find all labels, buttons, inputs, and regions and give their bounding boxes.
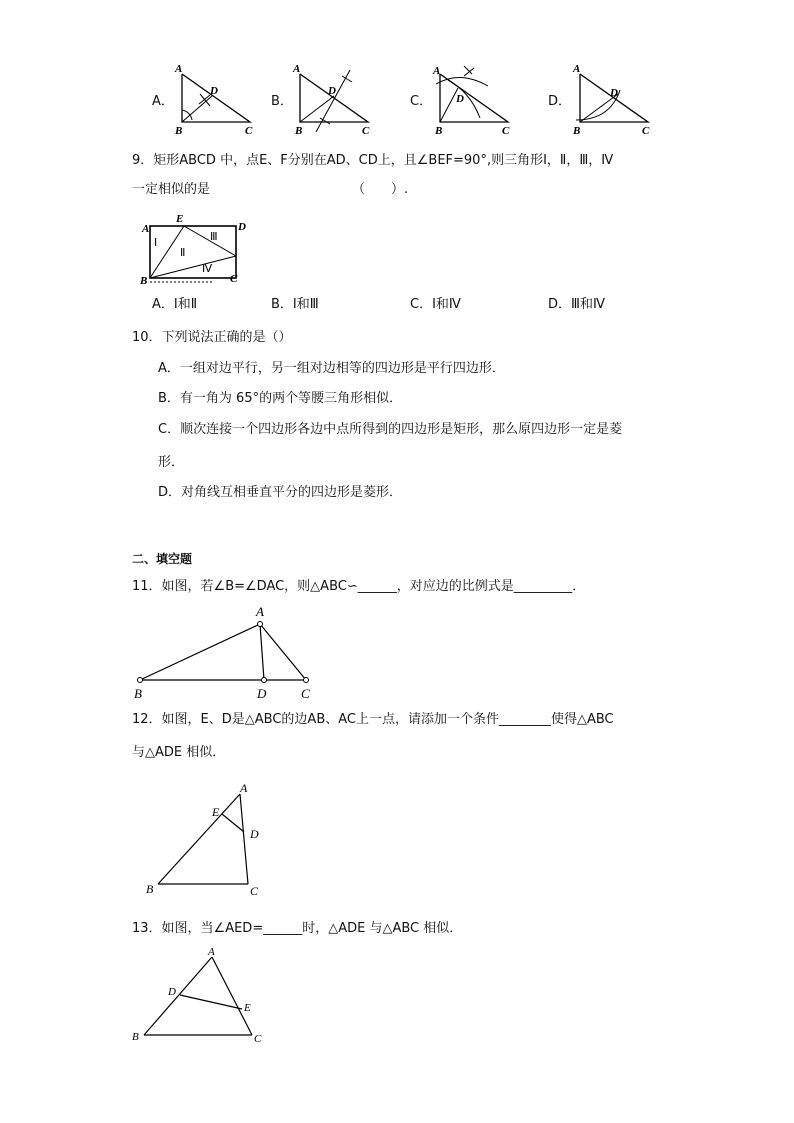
svg-text:D: D — [610, 87, 618, 99]
svg-text:C: C — [642, 125, 650, 137]
svg-text:A: A — [433, 65, 441, 77]
svg-text:B: B — [146, 882, 154, 896]
svg-text:A: A — [208, 946, 215, 958]
svg-text:C: C — [250, 884, 259, 898]
point-a: A — [175, 63, 183, 75]
svg-text:E: E — [176, 213, 184, 225]
svg-text:A: A — [256, 604, 264, 619]
figure-11-triangle — [130, 604, 320, 700]
question-12-line2: 与△ADE 相似． — [132, 745, 226, 760]
svg-text:D: D — [250, 827, 259, 841]
option-b-label: B． — [271, 94, 293, 109]
option-c-label: C． — [410, 94, 433, 109]
point-b: B — [175, 125, 183, 137]
svg-text:A: A — [142, 223, 150, 235]
option-10c-line1: C．顺次连接一个四边形各边中点所得到的四边形是矩形，那么原四边形一定是菱 — [158, 422, 623, 437]
svg-text:Ⅳ: Ⅳ — [202, 263, 213, 275]
figure-8a — [170, 62, 260, 138]
figure-8c — [430, 62, 520, 138]
svg-text:A: A — [573, 63, 581, 75]
option-9d: D．Ⅲ和Ⅳ — [548, 297, 605, 312]
svg-text:Ⅱ: Ⅱ — [180, 247, 186, 259]
svg-text:Ⅰ: Ⅰ — [154, 237, 158, 249]
option-10b: B．有一角为 65°的两个等腰三角形相似． — [158, 391, 403, 406]
svg-text:B: B — [573, 125, 581, 137]
option-a-label: A． — [152, 94, 174, 109]
figure-8d — [570, 62, 660, 138]
svg-text:E: E — [244, 1002, 251, 1014]
option-9c: C．Ⅰ和Ⅳ — [410, 297, 461, 312]
question-9-line1: 9．矩形ABCD 中，点E、F分别在AD、CD上，且∠BEF=90°,则三角形Ⅰ，Ⅱ，Ⅲ，Ⅳ — [132, 153, 614, 168]
question-11-stem: 11．如图，若∠B=∠DAC，则△ABC∽______，对应边的比例式是_________． — [132, 579, 586, 594]
svg-text:D: D — [238, 221, 246, 233]
svg-text:C: C — [362, 125, 370, 137]
option-9a: A．Ⅰ和Ⅱ — [152, 297, 198, 312]
figure-12-triangle — [140, 778, 270, 902]
point-c: C — [245, 125, 253, 137]
option-9b: B．Ⅰ和Ⅲ — [271, 297, 319, 312]
svg-text:A: A — [293, 63, 301, 75]
svg-text:B: B — [435, 125, 443, 137]
option-10a: A．一组对边平行，另一组对边相等的四边形是平行四边形． — [158, 361, 505, 376]
svg-text:C: C — [502, 125, 510, 137]
svg-text:B: B — [295, 125, 303, 137]
question-13-stem: 13．如图，当∠AED=______时，△ADE 与△ABC 相似． — [132, 921, 463, 936]
option-10d: D．对角线互相垂直平分的四边形是菱形． — [158, 485, 403, 500]
figure-8b — [290, 62, 380, 138]
section-heading: 二、填空题 — [132, 552, 193, 566]
question-12-line1: 12．如图，E、D是△ABC的边AB、AC上一点，请添加一个条件________使得△ABC — [132, 712, 614, 727]
question-10-stem: 10．下列说法正确的是（） — [132, 330, 292, 345]
svg-text:D: D — [168, 986, 176, 998]
svg-text:B: B — [140, 275, 148, 287]
svg-text:C: C — [301, 686, 310, 701]
question-9-line2: 一定相似的是 — [132, 182, 211, 197]
svg-text:C: C — [254, 1033, 262, 1045]
svg-text:D: D — [328, 85, 336, 97]
svg-text:B: B — [134, 686, 142, 701]
figure-13-triangle — [130, 945, 270, 1049]
svg-text:E: E — [212, 805, 220, 819]
question-9-paren: （ ）. — [352, 182, 409, 197]
svg-text:A: A — [240, 781, 248, 795]
option-d-label: D． — [548, 94, 572, 109]
svg-text:B: B — [132, 1031, 139, 1043]
svg-text:D: D — [257, 686, 267, 701]
option-10c-line2: 形． — [158, 455, 185, 470]
point-d: D — [210, 85, 218, 97]
svg-text:D: D — [456, 93, 464, 105]
svg-text:Ⅲ: Ⅲ — [210, 231, 218, 243]
figure-9-rectangle — [140, 212, 250, 292]
svg-text:C: C — [230, 273, 238, 285]
